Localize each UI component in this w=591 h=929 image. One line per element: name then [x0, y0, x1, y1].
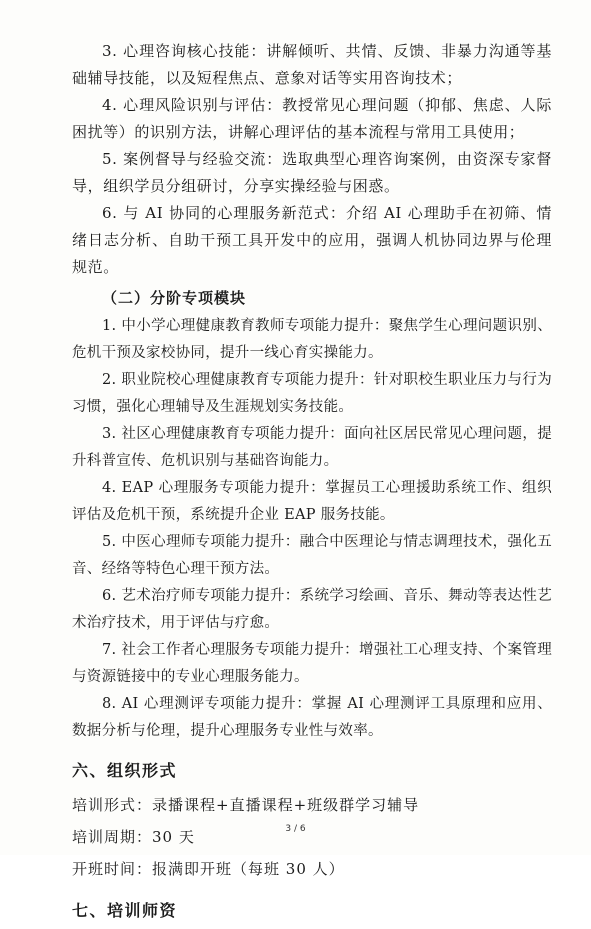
paragraph-module-2: 2. 职业院校心理健康教育专项能力提升：针对职校生职业压力与行为习惯，强化心理辅导及生涯规划实务技能。: [72, 372, 552, 415]
paragraph-module-7: 7. 社会工作者心理服务专项能力提升：增强社工心理支持、个案管理与资源链接中的专业心理服务能力。: [72, 642, 552, 685]
paragraph-case-supervision: 5. 案例督导与经验交流：选取典型心理咨询案例，由资深专家督导，组织学员分组研讨，分享实操经验与困惑。: [72, 150, 552, 195]
paragraph-module-1: 1. 中小学心理健康教育教师专项能力提升：聚焦学生心理问题识别、危机干预及家校协同，提升一线心育实操能力。: [72, 318, 552, 361]
training-format: 培训形式：录播课程+直播课程+班级群学习辅导: [72, 796, 420, 814]
section-seven-title: 七、培训师资: [72, 901, 178, 920]
subsection-title: （二）分阶专项模块: [102, 289, 247, 307]
paragraph-risk-assessment: 4. 心理风险识别与评估：教授常见心理问题（抑郁、焦虑、人际困扰等）的识别方法，讲解心理评估的基本流程与常用工具使用；: [72, 96, 552, 141]
paragraph-module-6: 6. 艺术治疗师专项能力提升：系统学习绘画、音乐、舞动等表达性艺术治疗技术，用于评估与疗愈。: [72, 588, 552, 631]
class-start-time: 开班时间：报满即开班（每班 30 人）: [72, 860, 345, 878]
paragraph-module-3: 3. 社区心理健康教育专项能力提升：面向社区居民常见心理问题，提升科普宣传、危机识别与基础咨询能力。: [72, 426, 552, 469]
section-six-title: 六、组织形式: [72, 761, 178, 780]
training-period: 培训周期：30 天: [72, 828, 195, 846]
paragraph-core-skills: 3. 心理咨询核心技能：讲解倾听、共情、反馈、非暴力沟通等基础辅导技能，以及短程焦点、意象对话等实用咨询技术；: [72, 42, 552, 87]
page-content: [72, 38, 552, 929]
paragraph-module-5: 5. 中医心理师专项能力提升：融合中医理论与情志调理技术，强化五音、经络等特色心理干预方法。: [72, 534, 552, 577]
paragraph-module-4: 4. EAP 心理服务专项能力提升：掌握员工心理援助系统工作、组织评估及危机干预，系统提升企业 EAP 服务技能。: [72, 480, 552, 523]
paragraph-module-8: 8. AI 心理测评专项能力提升：掌握 AI 心理测评工具原理和应用、数据分析与伦理，提升心理服务专业性与效率。: [72, 696, 552, 739]
paragraph-ai-collaboration: 6. 与 AI 协同的心理服务新范式：介绍 AI 心理助手在初筛、情绪日志分析、自助干预工具开发中的应用，强调人机协同边界与伦理规范。: [72, 204, 552, 276]
page-number: 3 / 6: [285, 824, 306, 834]
